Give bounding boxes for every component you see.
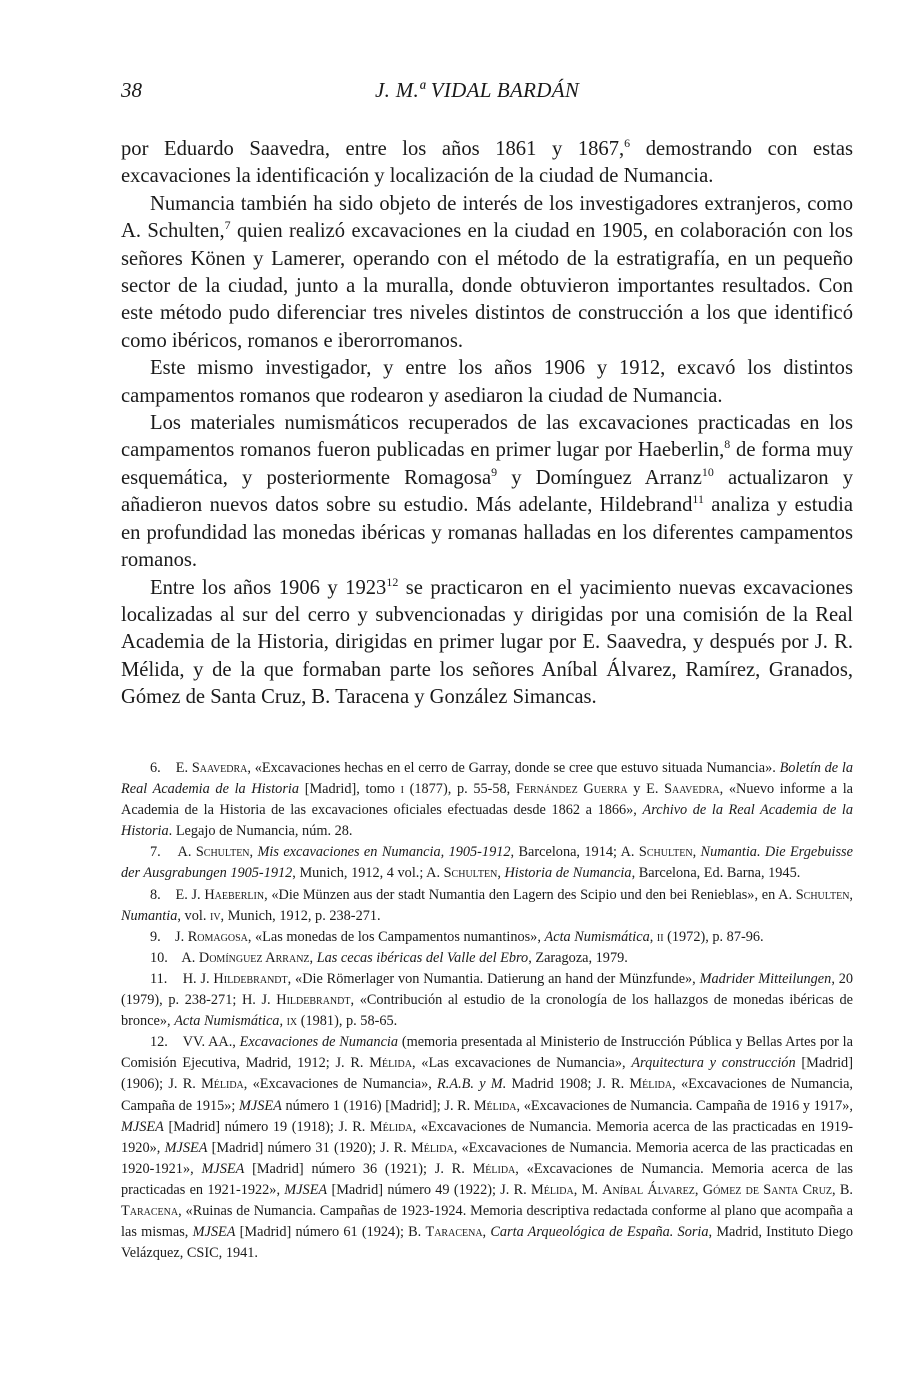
text: E. J. <box>175 886 205 903</box>
text: , «Die Münzen aus der stadt Numantia den Lagern des Scipio und den bei Renieblas», en A. <box>264 886 796 903</box>
author: Mélida <box>369 1055 412 1072</box>
text: , <box>692 844 701 861</box>
text: analiza y estudia en profundidad las monedas ibéricas y romanas halladas en los diferentes campamentos romanos. <box>121 494 853 572</box>
page-number: 38 <box>121 78 142 102</box>
text: [Madrid] (1906); J. R. <box>121 1055 853 1093</box>
text: Entre los años 1906 y 1923 <box>150 576 387 599</box>
text: se practicaron en el yacimiento nuevas excavaciones localizadas al sur del cerro y subvencionadas y dirigidas por una comisión de la Real Academia de la Historia, dirigidas en primer lugar por E. Saavedra, y después por J. R. Mélida, y de la que formaban parte los señores Aníbal Álvarez, Ramírez, Granados, Gómez de Santa Cruz, B. Taracena y González Simancas. <box>121 576 853 709</box>
text: , «Excavaciones de Numancia, Campaña de 1915»; <box>121 1076 853 1114</box>
text: número 1 (1916) [Madrid]; J. R. <box>281 1097 474 1114</box>
text: Los materiales numismáticos recuperados de las excavaciones practicadas en los campamentos romanos fueron publicadas en primer lugar por Haeberlin, <box>121 412 853 462</box>
author: Schulten <box>795 886 850 903</box>
title: Acta Numismática <box>544 928 650 945</box>
paragraph-3: Este mismo investigador, y entre los años 1906 y 1912, excavó los distintos campamentos romanos que rodearon y asediaron la ciudad de Numancia. <box>121 357 853 407</box>
author: Mélida <box>201 1076 244 1093</box>
text: , «Excavaciones de Numancia. Campaña de 1916 y 1917», <box>516 1097 853 1114</box>
footnote-number: 6. <box>150 760 161 776</box>
volume: ix <box>286 1013 298 1030</box>
footnote-number: 7. <box>150 844 161 861</box>
author: Mélida <box>411 1139 454 1156</box>
author: Mélida <box>629 1076 673 1093</box>
author: Taracena <box>121 1202 179 1219</box>
text: , «Excavaciones de Numancia. Memoria acerca de las practicadas en 1919-1920», <box>121 1118 853 1156</box>
text: , Munich, 1912, 4 vol.; A. <box>292 865 444 882</box>
text: , Barcelona, Ed. Barna, 1945. <box>631 865 801 882</box>
title: Numantia. Die Ergebuisse der Ausgrabungen 1905-1912 <box>121 844 853 882</box>
footnote-9 <box>121 927 853 948</box>
text: , <box>482 1224 491 1241</box>
footnote-ref-9: 9 <box>491 465 498 480</box>
footnote-10 <box>121 948 853 969</box>
text: , «Excavaciones de Numancia. Memoria acerca de las practicadas en 1920-1921», <box>121 1139 854 1177</box>
author: Fernández Guerra <box>515 781 628 798</box>
title: MJSEA <box>164 1139 208 1156</box>
text: H. J. <box>182 970 214 987</box>
title: Excavaciones de Numancia <box>239 1034 399 1051</box>
text: y Domínguez Arranz <box>497 466 702 489</box>
text: , Munich, 1912, p. 238-271. <box>220 907 381 924</box>
text: (1877), p. 55-58, <box>403 781 516 798</box>
title: Acta Numismática <box>174 1013 280 1030</box>
author: Mélida <box>531 1181 574 1198</box>
paragraph-4 <box>121 410 853 574</box>
author: Domínguez Arranz <box>198 949 310 966</box>
text: E. <box>175 760 192 776</box>
author: Mélida <box>472 1160 516 1177</box>
title: Numantia <box>121 907 178 924</box>
author: Schulten <box>195 844 250 861</box>
text: [Madrid], tomo <box>299 781 401 798</box>
text: , <box>497 865 505 882</box>
text: [Madrid] número 19 (1918); J. R. <box>163 1118 370 1135</box>
text: , <box>694 1181 703 1198</box>
text: por Eduardo Saavedra, entre los años 1861 y 1867, <box>121 138 625 160</box>
volume: i <box>400 781 404 798</box>
text: , «Excavaciones hechas en el cerro de Garray, donde se cree que estuvo situada Numancia». <box>247 760 780 776</box>
title: Historia de Numancia <box>504 865 632 882</box>
text: (memoria presentada al Ministerio de Instrucción Pública y Bellas Artes por la Comisión Ejecutiva, Madrid, 1912; J. R. <box>121 1034 853 1072</box>
text: , <box>649 928 657 945</box>
footnote-ref-10: 10 <box>701 465 714 480</box>
text: A. <box>181 949 199 966</box>
title: MJSEA <box>284 1181 328 1198</box>
title: MJSEA <box>201 1160 245 1177</box>
author: Haeberlin <box>204 886 265 903</box>
author: Mélida <box>473 1097 517 1114</box>
footnote-number: 10. <box>150 949 168 966</box>
footnote-8 <box>121 885 853 927</box>
text: , «Die Römerlager von Numantia. Datierung an hand der Münzfunde», <box>287 970 700 987</box>
footnote-12 <box>121 1032 853 1264</box>
paragraph-1 <box>121 136 853 191</box>
text: , <box>279 1013 287 1030</box>
text: , 20 (1979), p. 238-271; H. J. <box>121 970 854 1009</box>
text: A. <box>177 844 196 861</box>
text: VV. AA., <box>182 1034 240 1051</box>
text: , «Las excavaciones de Numancia», <box>411 1055 632 1072</box>
text: , <box>309 949 317 966</box>
title: Carta Arqueológica de España. Soria <box>490 1224 709 1241</box>
author: Schulten <box>443 865 498 882</box>
volume: ii <box>656 928 664 945</box>
author: Schulten <box>638 844 693 861</box>
text: [Madrid] número 49 (1922); J. R. <box>327 1181 532 1198</box>
text: demostrando con estas excavaciones la identificación y localización de la ciudad de Numancia. <box>121 138 853 188</box>
footnote-number: 9. <box>150 928 161 945</box>
title: Mis excavaciones en Numancia, 1905-1912 <box>257 844 511 861</box>
title: MJSEA <box>121 1118 164 1135</box>
running-title: J. M.ª VIDAL BARDÁN <box>375 78 580 102</box>
text: [Madrid] número 36 (1921); J. R. <box>244 1160 473 1177</box>
author: Taracena <box>425 1224 483 1241</box>
text: J. <box>175 928 188 945</box>
author: Hildebrandt <box>213 970 288 987</box>
text: , «Las monedas de los Campamentos numantinos», <box>247 928 545 945</box>
text: Numancia también ha sido objeto de interés de los investigadores extranjeros, como A. Schulten, <box>121 192 853 243</box>
footnote-ref-12: 12 <box>386 574 399 589</box>
author: Mélida <box>369 1118 413 1135</box>
footnote-number: 8. <box>150 886 161 903</box>
text: , Zaragoza, 1979. <box>528 949 628 966</box>
author: Aníbal Álvarez <box>602 1181 695 1198</box>
text: [Madrid] número 61 (1924); B. <box>235 1224 426 1241</box>
paragraph-2 <box>121 191 853 355</box>
author: Gómez de Santa Cruz <box>702 1181 833 1198</box>
author: Romagosa <box>187 928 248 945</box>
main-text <box>121 136 853 712</box>
text: . Legajo de Numancia, núm. 28. <box>168 823 353 840</box>
footnote-7 <box>121 842 853 884</box>
text: , «Nuevo informe a la Academia de la Historia de las excavaciones oficiales efectuadas desde 1862 a 1866», <box>121 781 854 819</box>
footnote-ref-11: 11 <box>692 492 704 507</box>
author: Hildebrandt <box>276 992 351 1009</box>
text: Madrid 1908; J. R. <box>506 1076 630 1093</box>
text: , vol. <box>177 907 210 924</box>
text: actualizaron y añadieron nuevos datos sobre su estudio. Más adelante, Hildebrand <box>121 466 853 517</box>
title: MJSEA <box>192 1224 236 1241</box>
page-header <box>121 78 851 110</box>
footnote-ref-6: 6 <box>624 136 631 151</box>
text: , «Ruinas de Numancia. Campañas de 1923-1924. Memoria descriptiva redactada conforme al plano que acompaña a las mismas, <box>121 1202 853 1241</box>
title: MJSEA <box>239 1097 282 1114</box>
text: [Madrid] número 31 (1920); J. R. <box>207 1139 411 1156</box>
paragraph-5 <box>121 575 853 712</box>
text: y E. <box>627 781 665 798</box>
text: , M. <box>573 1181 603 1198</box>
footnotes <box>121 758 853 1264</box>
text: , «Contribución al estudio de la cronología de los hallazgos de monedas ibéricas de bronce», <box>121 992 853 1030</box>
text: , Madrid, Instituto Diego Velázquez, CSIC, 1941. <box>121 1224 853 1262</box>
text: , <box>249 844 258 861</box>
text: quien realizó excavaciones en la ciudad en 1905, en colaboración con los señores Könen y Lamerer, operando con el método de la estratigrafía, en un pequeño sector de la ciudad, junto a la muralla, donde obtuvieron importantes resultados. Con este método pudo diferenciar tres niveles distintos de construcción a los que identificó como ibéricos, romanos e iberorromanos. <box>121 220 853 352</box>
author: Saavedra <box>191 760 248 776</box>
text: , Barcelona, 1914; A. <box>510 844 639 861</box>
title: Madrider Mitteilungen <box>699 970 832 987</box>
title: Archivo de la Real Academia de la Historia <box>121 802 853 840</box>
footnote-6 <box>121 758 853 842</box>
footnote-number: 12. <box>150 1034 168 1051</box>
text: , «Excavaciones de Numancia», <box>243 1076 438 1093</box>
footnote-11 <box>121 969 853 1032</box>
title: Boletín de la Real Academia de la Historia <box>121 760 853 798</box>
title: R.A.B. y M. <box>437 1076 507 1093</box>
text: de forma muy esquemática, y posteriormente Romagosa <box>121 439 853 489</box>
text: (1972), p. 87-96. <box>663 928 764 945</box>
text: , B. <box>832 1181 853 1198</box>
footnote-number: 11. <box>150 970 168 987</box>
text: , <box>849 886 853 903</box>
footnote-ref-8: 8 <box>724 437 731 452</box>
author: Saavedra <box>664 781 720 798</box>
title: Las cecas ibéricas del Valle del Ebro <box>316 949 529 966</box>
text: , «Excavaciones de Numancia. Memoria acerca de las practicadas en 1921-1922», <box>121 1160 853 1198</box>
title: Arquitectura y construcción <box>631 1055 796 1072</box>
text: (1981), p. 58-65. <box>297 1013 398 1030</box>
volume: iv <box>209 907 221 924</box>
footnote-ref-7: 7 <box>224 218 231 233</box>
